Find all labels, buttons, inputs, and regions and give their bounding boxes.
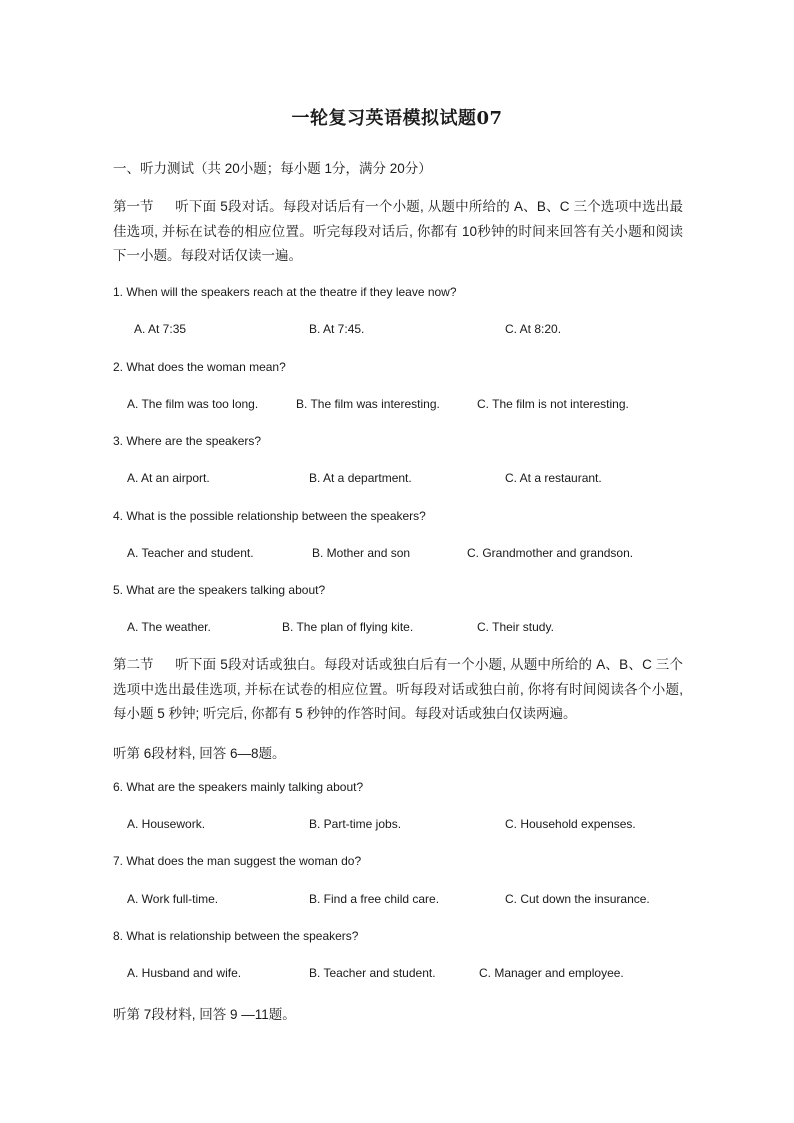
question-5: 5. What are the speakers talking about? (113, 583, 326, 597)
q7-option-c: C. Cut down the insurance. (505, 892, 650, 906)
q3-option-c: C. At a restaurant. (505, 471, 602, 485)
q5-option-c: C. Their study. (477, 620, 554, 634)
question-3: 3. Where are the speakers? (113, 434, 262, 448)
question-7: 7. What does the man suggest the woman do? (113, 854, 362, 868)
question-1: 1. When will the speakers reach at the theatre if they leave now? (113, 285, 457, 299)
q2-option-a: A. The film was too long. (127, 397, 259, 411)
section2-instructions: 听下面 5段对话或独白。每段对话或独白后有一个小题, 从题中所给的 A、B、C 三个选项中选出最佳选项, 并标在试卷的相应位置。听每段对话或独白前, 你将有时间阅读各个小题, 每小题 5 秒钟; 听完后, 你都有 5 秒钟的作答时间。每段对话或独白仅读两遍。 (113, 657, 683, 721)
material-6-note: 听第 6段材料, 回答 6—8题。 (113, 746, 286, 761)
q6-option-c: C. Household expenses. (505, 817, 636, 831)
q1-option-c: C. At 8:20. (505, 322, 562, 336)
q6-option-b: B. Part-time jobs. (309, 817, 402, 831)
q2-option-c: C. The film is not interesting. (477, 397, 629, 411)
q4-option-b: B. Mother and son (312, 546, 411, 560)
question-4: 4. What is the possible relationship between the speakers? (113, 509, 426, 523)
section2-block (113, 653, 683, 727)
q2-option-b: B. The film was interesting. (296, 397, 440, 411)
page-title: 一轮复习英语模拟试题07 (291, 108, 503, 129)
question-2: 2. What does the woman mean? (113, 360, 286, 374)
q3-option-b: B. At a department. (309, 471, 412, 485)
q4-option-c: C. Grandmother and grandson. (467, 546, 634, 560)
q6-option-a: A. Housework. (127, 817, 206, 831)
q8-option-c: C. Manager and employee. (479, 966, 624, 980)
material-7-note: 听第 7段材料, 回答 9 —11题。 (113, 1007, 296, 1022)
q4-option-a: A. Teacher and student. (127, 546, 254, 560)
section2-label: 第二节 (113, 657, 154, 672)
section1-instructions: 听下面 5段对话。每段对话后有一个小题, 从题中所给的 A、B、C 三个选项中选出最佳选项, 并标在试卷的相应位置。听完每段对话后, 你都有 10秒钟的时间来回答有关小题和阅读下一小题。每段对话仅读一遍。 (113, 199, 683, 263)
q1-option-a: A. At 7:35 (134, 322, 187, 336)
q5-option-a: A. The weather. (127, 620, 211, 634)
q8-option-b: B. Teacher and student. (309, 966, 436, 980)
section1-label: 第一节 (113, 199, 154, 214)
part1-heading: 一、听力测试（共 20小题；每小题 1分，满分 20分） (113, 161, 432, 176)
q5-option-b: B. The plan of flying kite. (282, 620, 414, 634)
q3-option-a: A. At an airport. (127, 471, 210, 485)
q7-option-a: A. Work full-time. (127, 892, 219, 906)
q7-option-b: B. Find a free child care. (309, 892, 440, 906)
section1-block (113, 195, 683, 269)
q1-option-b: B. At 7:45. (309, 322, 365, 336)
question-6: 6. What are the speakers mainly talking about? (113, 780, 364, 794)
q8-option-a: A. Husband and wife. (127, 966, 242, 980)
question-8: 8. What is relationship between the speakers? (113, 929, 359, 943)
